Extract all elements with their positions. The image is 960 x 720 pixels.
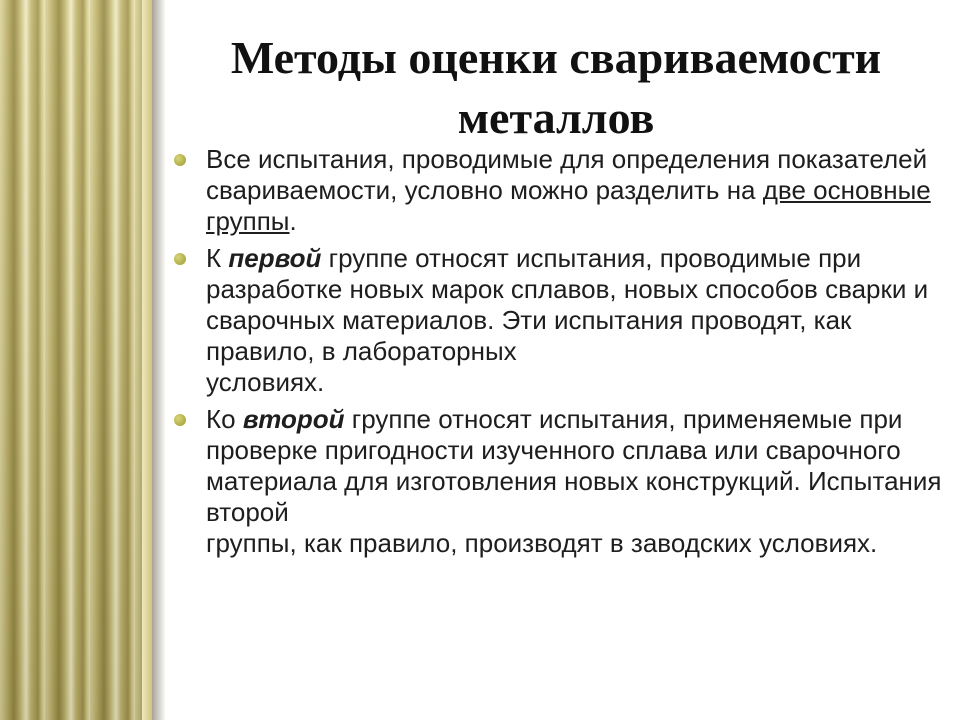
bullet-2-text: группе относят испытания, проводимые при разработке новых марок сплавов, новых способов сварки и сварочных материалов. Эти испытания проводят, как правило, в лабораторных — [206, 243, 929, 366]
bullet-dot-icon — [174, 154, 186, 166]
bullet-2-emphasis: первой — [228, 243, 322, 273]
bullet-3-tail: группы, как правило, производят в заводских условиях. — [206, 528, 878, 558]
bullet-3-emphasis: второй — [242, 404, 345, 434]
decorative-stripe-shadow — [152, 0, 166, 720]
bullet-item-3 — [172, 404, 942, 559]
bullet-list — [172, 144, 942, 565]
bullet-3-prefix: Ко — [206, 404, 243, 434]
bullet-dot-icon — [174, 414, 186, 426]
decorative-stripe-highlight — [142, 0, 152, 720]
bullet-1-link[interactable]: две основные группы — [206, 175, 931, 236]
slide-title: Методы оценки свариваемости металлов — [230, 32, 882, 143]
decorative-stripe-band — [0, 0, 152, 720]
bullet-2-prefix: К — [206, 243, 229, 273]
bullet-item-1 — [172, 144, 942, 237]
bullet-1-end: . — [289, 206, 297, 236]
bullet-dot-icon — [174, 253, 186, 265]
bullet-2-tail: условиях. — [206, 367, 325, 397]
bullet-3-text: группе относят испытания, применяемые при проверке пригодности изученного сплава или сварочного материала для изготовления новых конструкций. Испытания второй — [206, 404, 942, 527]
bullet-item-2 — [172, 243, 942, 398]
bullet-1-text: Все испытания, проводимые для определения показателей свариваемости, условно можно разделить на — [206, 144, 928, 205]
